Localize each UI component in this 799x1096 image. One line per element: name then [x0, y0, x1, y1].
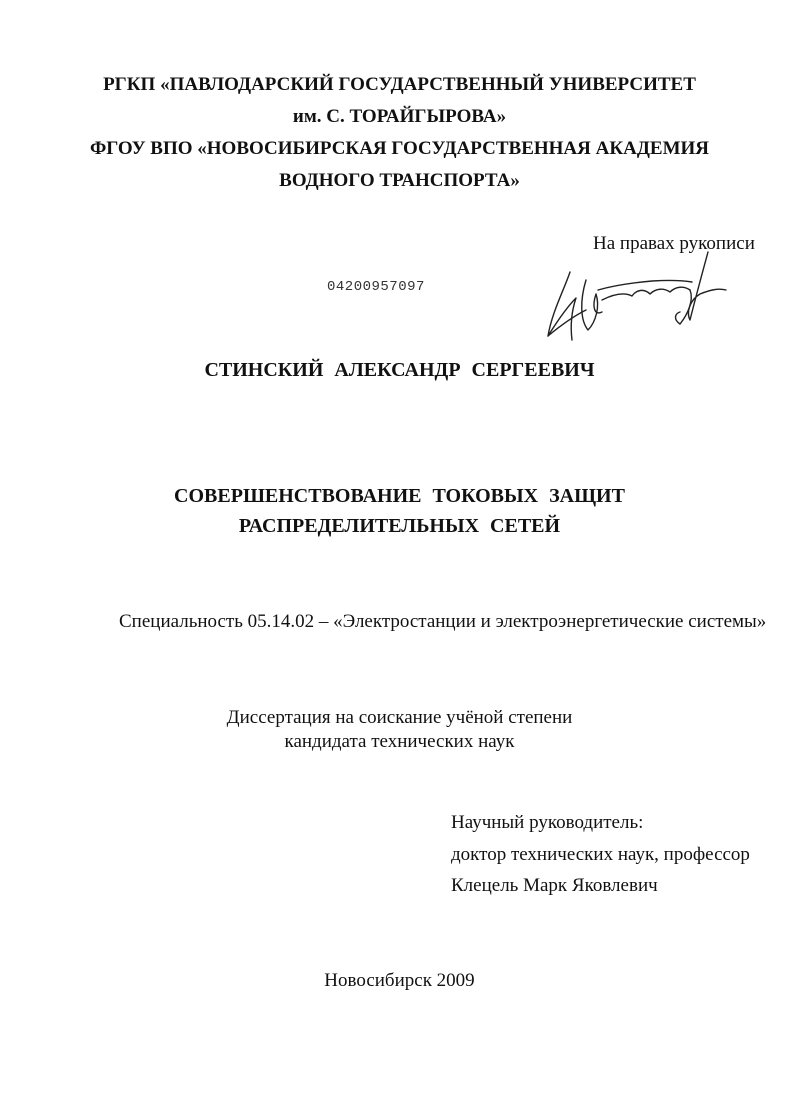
supervisor-title: доктор технических наук, профессор — [451, 844, 750, 865]
institution-line-3: ФГОУ ВПО «НОВОСИБИРСКАЯ ГОСУДАРСТВЕННАЯ АКАДЕМИЯ — [89, 138, 710, 159]
author-name: СТИНСКИЙ АЛЕКСАНДР СЕРГЕЕВИЧ — [204, 359, 595, 381]
city-year: Новосибирск 2009 — [324, 970, 475, 991]
dissertation-title-line-1: СОВЕРШЕНСТВОВАНИЕ ТОКОВЫХ ЗАЩИТ — [174, 485, 625, 507]
institution-line-2: им. С. ТОРАЙГЫРОВА» — [292, 106, 507, 127]
institution-line-1: РГКП «ПАВЛОДАРСКИЙ ГОСУДАРСТВЕННЫЙ УНИВЕРСИТЕТ — [103, 74, 696, 95]
author-signature — [540, 250, 740, 350]
manuscript-rights-note: На правах рукописи — [593, 233, 755, 254]
catalog-number: 04200957097 — [327, 279, 425, 295]
supervisor-label: Научный руководитель: — [451, 812, 644, 833]
degree-line-2: кандидата технических наук — [284, 731, 515, 752]
institution-line-4: ВОДНОГО ТРАНСПОРТА» — [279, 170, 520, 191]
degree-line-1: Диссертация на соискание учёной степени — [226, 707, 573, 728]
dissertation-title-line-2: РАСПРЕДЕЛИТЕЛЬНЫХ СЕТЕЙ — [238, 515, 561, 537]
specialty-line: Специальность 05.14.02 – «Электростанции и электроэнергетические системы» — [119, 611, 767, 632]
supervisor-name: Клецель Марк Яковлевич — [451, 875, 658, 896]
